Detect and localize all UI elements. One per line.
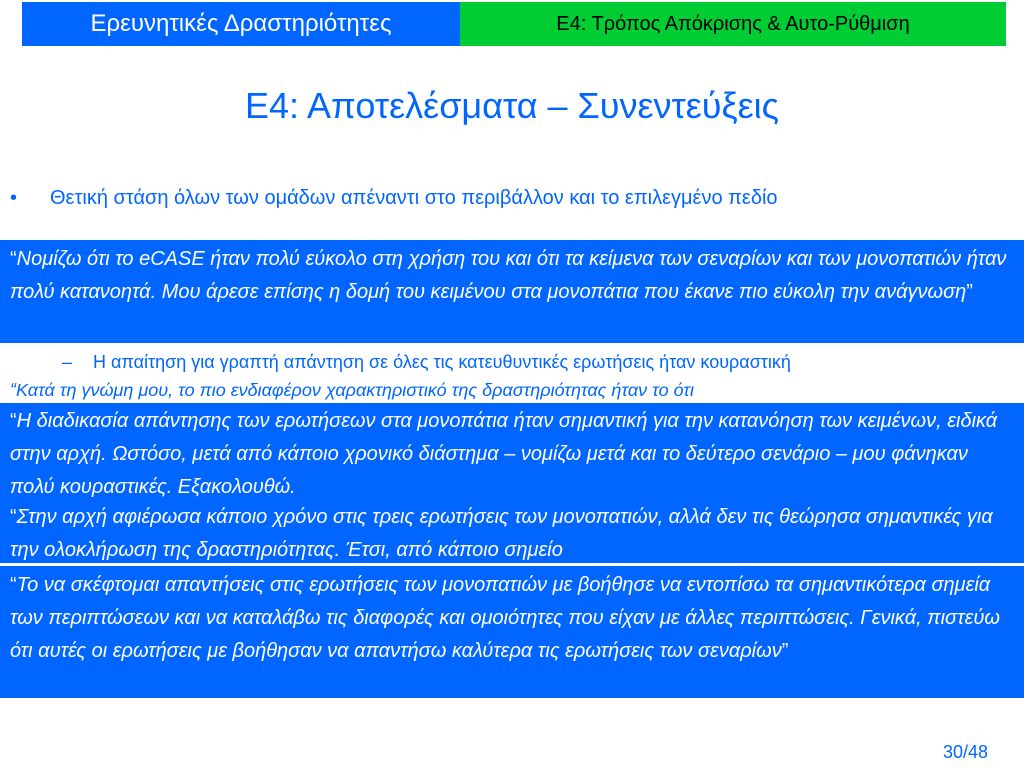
quote-open-mark: “ (10, 506, 17, 528)
subsection-title: Ε4: Τρόπος Απόκρισης & Αυτο-Ρύθμιση (460, 2, 1006, 46)
sub-bullet-text: Η απαίτηση για γραπτή απάντηση σε όλες τις κατευθυντικές ερωτήσεις ήταν κουραστική (93, 352, 791, 372)
quote-text: Η διαδικασία απάντησης των ερωτήσεων στα μονοπάτια ήταν σημαντική για την κατανόηση των κειμένων, ειδικά στην αρχή. Ωστόσο, μετά από κάποιο χρονικό διάστημα – νομίζω μετά και το δεύτερο σενάριο – μου φάνηκαν πολύ κουραστικές. Εξακολουθώ. (10, 410, 998, 498)
quote-close-mark: ” (966, 281, 973, 303)
quote-text: Στην αρχή αφιέρωσα κάποιο χρόνο στις τρεις ερωτήσεις των μονοπατιών, αλλά δεν τις θεώρησα σημαντικές για την ολοκλήρωση της δραστηριότητας. Έτσι, από κάποιο σημείο (10, 506, 993, 561)
quote-box-2 (0, 403, 1024, 502)
page-number: 30/48 (942, 742, 988, 762)
quote-box-4 (0, 566, 1024, 698)
bullet-dot: • (10, 187, 18, 209)
quote-close-mark: ” (781, 640, 789, 662)
quote-text: Νομίζω ότι το eCASE ήταν πολύ εύκολο στη χρήση του και ότι τα κείμενα των σεναρίων και των μονοπατιών ήταν πολύ κατανοητά. Μου άρεσε επίσης η δομή του κειμένου στα μονοπάτια που έκανε πιο εύκολη την ανάγνωση (10, 248, 1007, 303)
section-title: Ερευνητικές Δραστηριότητες (22, 2, 460, 46)
quote-box-3 (0, 499, 1024, 563)
partial-quote-open: “ (10, 380, 16, 400)
quote-box-1 (0, 240, 1024, 343)
quote-open-mark: “ (10, 248, 17, 270)
quote-open-mark: “ (10, 410, 17, 432)
quote-text: Το να σκέφτομαι απαντήσεις στις ερωτήσεις των μονοπατιών με βοήθησε να εντοπίσω τα σημαντικότερα σημεία των περιπτώσεων και να καταλάβω τις διαφορές και ομοιότητες που είχαν με άλλες περιπτώσεις. Γενικά, πιστεύω ότι αυτές οι ερωτήσεις με βοήθησαν να απαντήσω καλύτερα τις ερωτήσεις των σεναρίων (10, 574, 1000, 662)
partial-quote-text (10, 378, 694, 402)
slide-title: Ε4: Αποτελέσματα – Συνεντεύξεις (244, 85, 779, 126)
bullet-text: Θετική στάση όλων των ομάδων απέναντι στο περιβάλλον και το επιλεγμένο πεδίο (50, 187, 778, 209)
sub-bullet-dash: – (62, 352, 73, 372)
partial-quote-body: Κατά τη γνώμη μου, το πιο ενδιαφέρον χαρακτηριστικό της δραστηριότητας ήταν το ότι (16, 380, 695, 400)
quote-open-mark: “ (10, 574, 17, 596)
